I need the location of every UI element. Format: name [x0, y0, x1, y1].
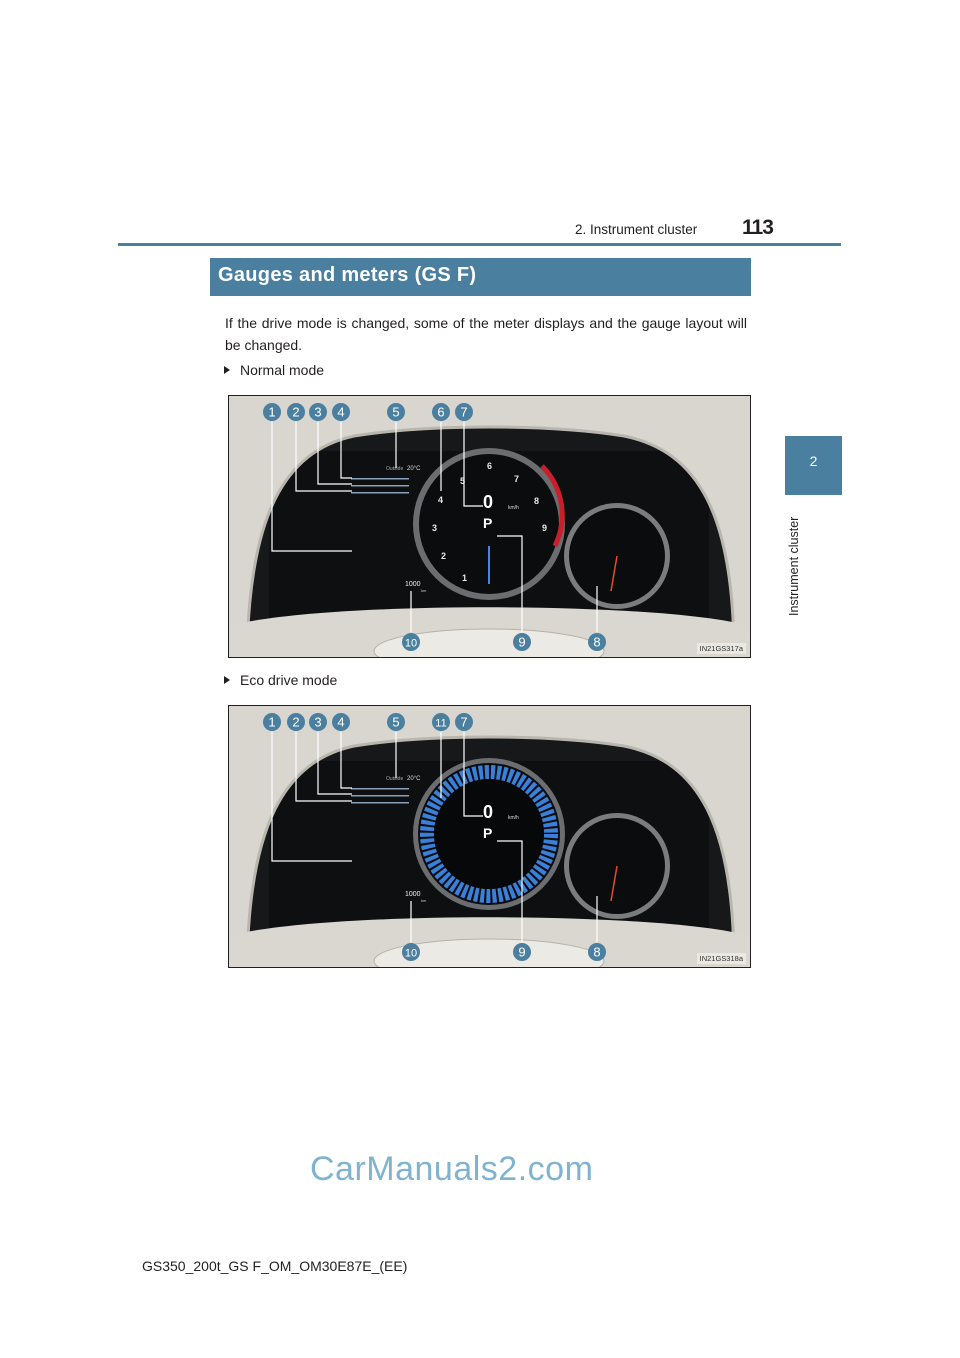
intro-paragraph: If the drive mode is changed, some of the meter displays and the gauge layout will be changed.: [225, 315, 747, 353]
callout: 5: [392, 404, 400, 420]
outside-temp: 20°C: [407, 466, 421, 472]
callout: 1: [268, 404, 276, 420]
tach-mark: 1: [462, 573, 468, 583]
odometer-value: 1000: [405, 891, 421, 898]
chapter-number: 2: [809, 453, 818, 469]
callout: 11: [435, 717, 447, 730]
odometer-unit: km: [421, 588, 427, 593]
callout: 4: [337, 714, 345, 730]
gear-readout: P: [483, 825, 493, 841]
cluster-illustration: [229, 706, 750, 967]
callout: 2: [292, 714, 300, 730]
section-label: 2. Instrument cluster: [575, 222, 698, 237]
callout: 5: [392, 714, 400, 730]
figure-eco-mode: [228, 705, 751, 968]
mode-label-eco: [224, 672, 337, 688]
outside-temp: 20°C: [407, 776, 421, 782]
tach-mark: 6: [487, 461, 493, 471]
tach-mark: 7: [514, 474, 520, 484]
chapter-tab: [785, 436, 842, 495]
chapter-title: Instrument cluster: [787, 516, 801, 616]
odometer-unit: km: [421, 898, 427, 903]
callout: 10: [404, 637, 418, 650]
callout: 2: [292, 404, 300, 420]
tach-mark: 3: [432, 523, 438, 533]
callout: 9: [518, 944, 526, 960]
mode-label-normal: [224, 362, 324, 378]
callout: 3: [314, 714, 322, 730]
callout: 8: [593, 634, 601, 650]
callout: 8: [593, 944, 601, 960]
footer-code: GS350_200t_GS F_OM_OM30E87E_(EE): [142, 1258, 408, 1274]
outside-label: Outside: [386, 776, 404, 782]
callout: 3: [314, 404, 322, 420]
callout: 7: [460, 404, 468, 420]
bullet-triangle-icon: [224, 676, 230, 684]
mode-label-text: Normal mode: [240, 362, 325, 378]
watermark: CarManuals2.com: [310, 1150, 594, 1188]
header-rule: [118, 243, 841, 246]
page-number: 113: [742, 216, 773, 239]
callout: 4: [337, 404, 345, 420]
speed-readout: 0: [483, 802, 494, 822]
cluster-illustration: [229, 396, 750, 657]
callout: 10: [404, 947, 418, 960]
image-code: IN21GS318a: [697, 953, 746, 964]
callout: 6: [437, 404, 445, 420]
odometer-value: 1000: [405, 581, 421, 588]
figure-normal-mode: [228, 395, 751, 658]
section-title-bar: [210, 258, 751, 296]
callout: 1: [268, 714, 276, 730]
speed-readout: 0: [483, 492, 494, 512]
section-title: Gauges and meters (GS F): [218, 264, 477, 286]
image-code: IN21GS317a: [697, 643, 746, 654]
tach-mark: 5: [460, 476, 466, 486]
bullet-triangle-icon: [224, 366, 230, 374]
tach-mark: 8: [534, 496, 540, 506]
tach-mark: 2: [441, 551, 447, 561]
speed-unit: km/h: [508, 505, 519, 511]
mode-label-text: Eco drive mode: [240, 672, 338, 688]
callout: 9: [518, 634, 526, 650]
gear-readout: P: [483, 515, 493, 531]
speed-unit: km/h: [508, 815, 519, 821]
callout: 7: [460, 714, 468, 730]
tach-mark: 4: [438, 495, 444, 505]
outside-label: Outside: [386, 466, 404, 472]
tach-mark: 9: [542, 523, 548, 533]
